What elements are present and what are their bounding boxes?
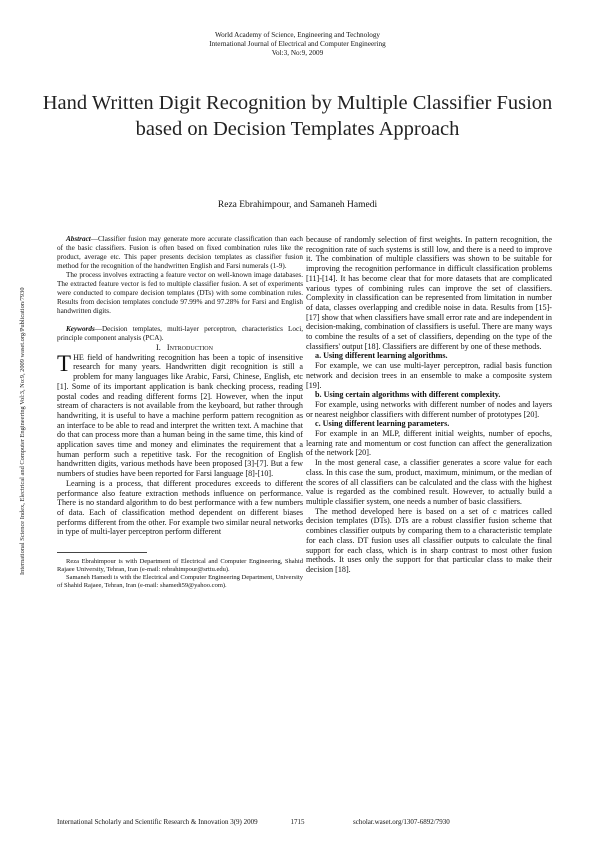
abstract bbox=[57, 235, 303, 343]
subheading-c: c. Using different learning parameters. bbox=[315, 419, 450, 429]
left-column bbox=[57, 235, 303, 590]
subheading-b: b. Using certain algorithms with different complexity. bbox=[315, 390, 501, 400]
sidebar-index-text: International Science Index, Electrical and Computer Engineering Vol:3, No:9, 2009 waset.org/Publication/7930 bbox=[19, 287, 26, 575]
right-paragraph-1: because of randomly selection of first weights. In pattern recognition, the recognition rate of such systems is still low, and there is a need to improve it. The combination of multiple classifiers was shown to be suitable for improving the recognition performance in difficult classification problems [11]-[14]. It has become clear that for more datasets that are complicated various types of combining rules can improve the set of classifiers. Complexity in classification can be represented from limitation in number of data, classes overlapping and credible noise in data. Results from [15]-[17] show that when classifiers have small error rate and are independent in decision-making, combination of classifiers is useful. There are many ways to combine the results of a set of classifiers, depending on the type of the classifiers' output [18]. Classifiers are different by one of these methods. bbox=[306, 235, 552, 351]
abstract-text: Classifier fusion may generate more accurate classification than each of the basic classifiers. Fusion is often based on fixed combination rules like the product, average etc. This paper presents decision templates as classifier fusion method for the recognition of the handwritten English and Farsi numerals (1-9). bbox=[57, 235, 303, 270]
keywords-label: Keywords bbox=[66, 325, 95, 333]
subheading-a: a. Using different learning algorithms. bbox=[315, 351, 448, 361]
paper-title: Hand Written Digit Recognition by Multiple Classifier Fusion based on Decision Templates Approach bbox=[42, 92, 553, 140]
paragraph-b: For example, using networks with different number of nodes and layers or nearest neighbor classifiers with different number of prototypes [20]. bbox=[306, 399, 552, 419]
intro-paragraph-2: Learning is a process, that different procedures exceeds to different performance also feature extraction methods influence on performance. There is no standard algorithm to do best performance with a few numbers of data. Each of classification method dependent on different biases performs different from the other. For example two similar neural networks in type of multi-layer perceptron perform different bbox=[57, 478, 303, 537]
section-heading bbox=[57, 343, 303, 353]
drop-cap: T bbox=[57, 350, 72, 376]
keywords-dash: — bbox=[94, 325, 102, 333]
right-paragraph-3: The method developed here is based on a set of c matrices called decision templates (DTs). DTs are a robust classifier fusion scheme that combines classifier outputs by comparing them to a characteristic template for each class. DT fusion uses all classifier outputs to calculate the final support for each class, which is in sharp contrast to most other fusion methods. It uses only the support for that particular class to make their decision [18]. bbox=[306, 506, 552, 574]
intro-paragraph-1 bbox=[57, 350, 303, 479]
journal-header-line3: Vol:3, No:9, 2009 bbox=[271, 49, 324, 57]
footer-citation: International Scholarly and Scientific Research & Innovation 3(9) 2009 bbox=[57, 818, 258, 826]
journal-header-line1: World Academy of Science, Engineering and Technology bbox=[214, 31, 381, 39]
journal-header-line2: International Journal of Electrical and Computer Engineering bbox=[209, 40, 386, 48]
page-number: 1715 bbox=[290, 818, 305, 826]
journal-header bbox=[0, 31, 595, 58]
paper-authors: Reza Ebrahimpour, and Samaneh Hamedi bbox=[217, 200, 378, 210]
sidebar-index bbox=[14, 287, 26, 580]
section-number: I. bbox=[156, 343, 161, 352]
intro-paragraph-1-text: HE field of handwriting recognition has been a topic of insensitive research for many years. Handwritten digit recognition is still a problem for many languages like Arabic, Farsi, Chinese, English, etc [1]. Some of its important application is bank checking process, reading postal codes and reading different forms [2]. However, when the input stream of characters is not available from the keyboard, but rather through handwriting, it is useful to have a machine perform pattern recognition as an interface to be able to read and interpret the written text. A machine that do that can process more than a human being in the same time, this kind of application saves time and money and eliminates the requirement that a human perform such a repetitive task. For the recognition of English handwritten digits, various methods have been proposed [3]-[7]. But a few numbers of studies have been reported for Farsi language [8]-[10]. bbox=[57, 352, 303, 479]
footer-url: scholar.waset.org/1307-6892/7930 bbox=[353, 818, 450, 826]
abstract-label: Abstract bbox=[66, 235, 91, 243]
abstract-dash: — bbox=[90, 235, 98, 243]
right-column bbox=[306, 235, 552, 575]
footnote-rule bbox=[57, 552, 147, 553]
footnotes bbox=[57, 558, 303, 590]
abstract-paragraph-2: The process involves extracting a feature vector on well-known image databases. The extracted feature vector is fed to multiple classifier fusion. A set of experiments were conducted to compare decision templates (DTs) with some combination rules. Results from decision templates conclude 97.99% and 97.28% for Farsi and English handwritten digits. bbox=[57, 271, 303, 315]
footnote-1: Reza Ebrahimpour is with Department of Electrical and Computer Engineering, Shahid Rajaee University, Tehran, Iran (e-mail: rebrahimpour@srttu.edu). bbox=[57, 558, 303, 574]
paragraph-a: For example, we can use multi-layer perceptron, radial basis function network and decision trees in an ensemble to make a composite system [19]. bbox=[306, 361, 552, 390]
keywords-text: Decision templates, multi-layer perceptron, characteristics Loci, principle component analysis (PCA). bbox=[57, 325, 303, 342]
paragraph-c: For example in an MLP, different initial weights, number of epochs, learning rate and momentum or cost function can affect the generalization of the network [20]. bbox=[306, 429, 552, 458]
right-paragraph-2: In the most general case, a classifier generates a score value for each class. In this case the sum, product, maximum, minimum, or the median of the scores of all classifiers can be calculated and the class with the highest value is regarded as the combined result. However, to actually build a multiple classifier system, one needs a number of basic classifiers. bbox=[306, 458, 552, 506]
section-title: Introduction bbox=[166, 343, 213, 352]
footnote-2: Samaneh Hamedi is with the Electrical and Computer Engineering Department, University of Shahid Rajaee, Tehran, Iran (e-mail: shamedi59@yahoo.com). bbox=[57, 574, 303, 590]
